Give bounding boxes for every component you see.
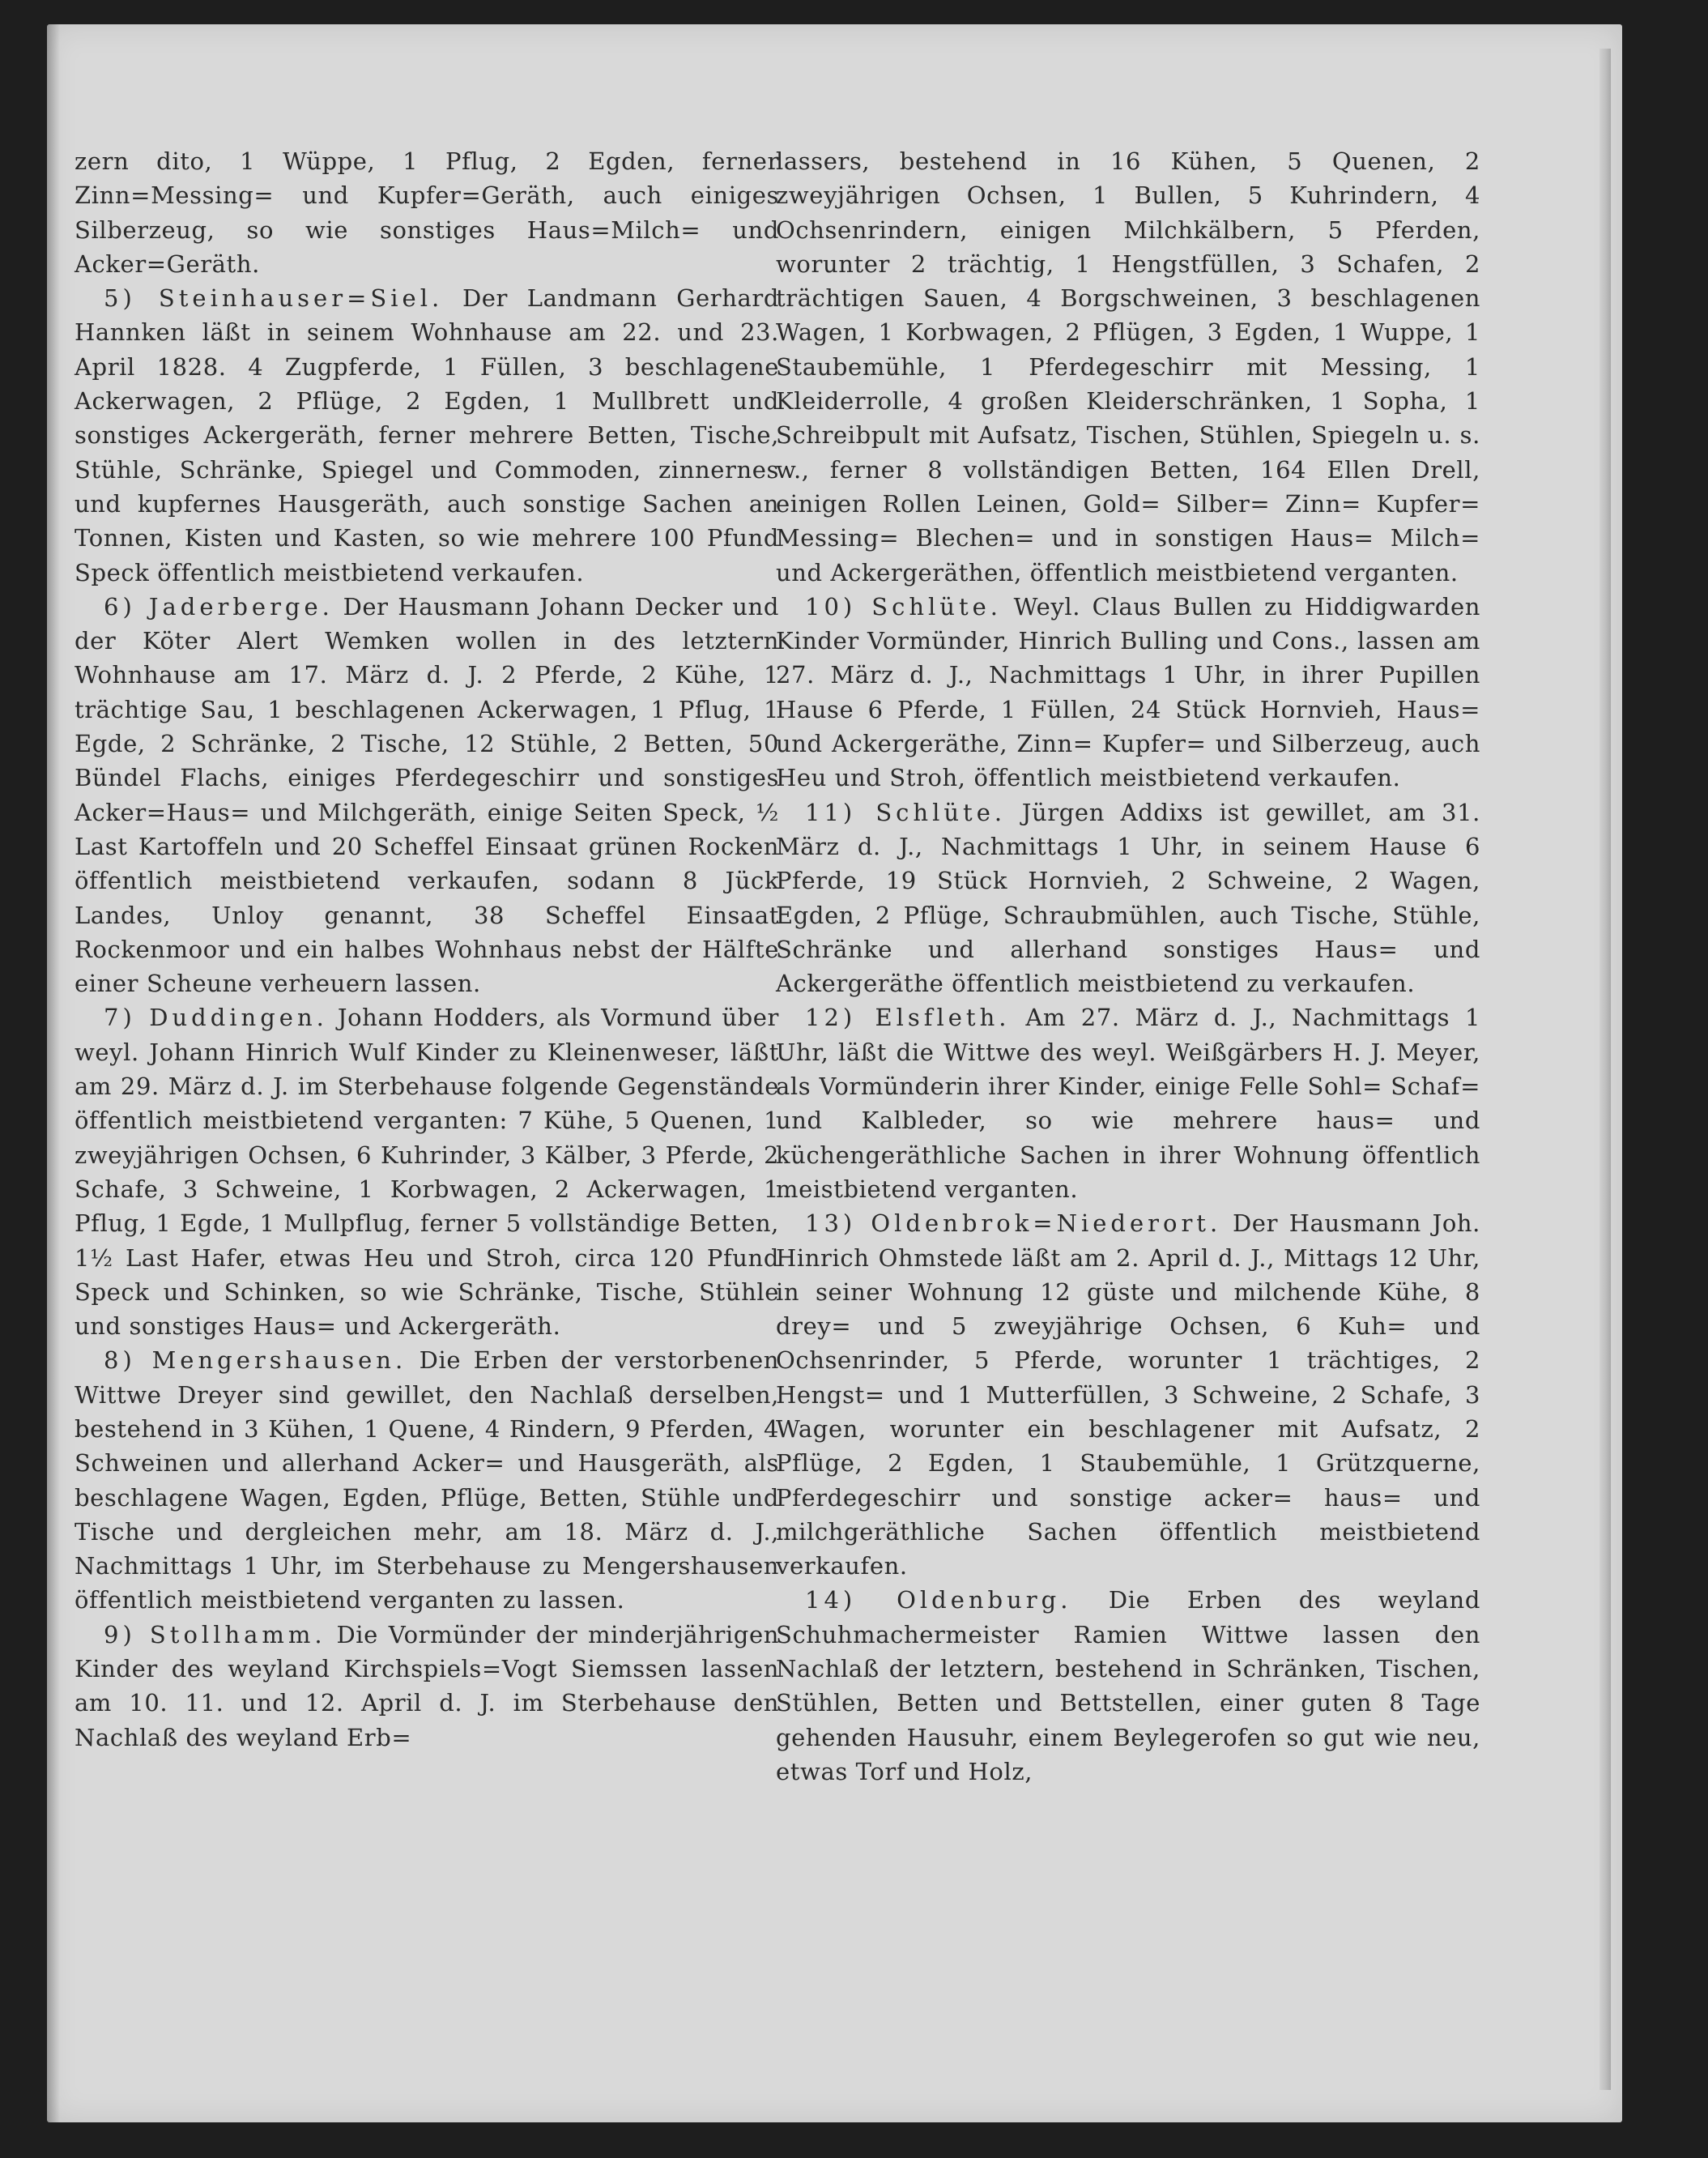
entry-9-heading: 9) Stollhamm. [104,1620,326,1648]
entry-6 [75,590,779,1001]
entry-12-heading: 12) Elsfleth. [805,1004,1011,1032]
page-edge [1599,49,1611,2090]
entry-8-text: Die Erben der verstorbenen Wittwe Dreyer sind gewillet, den Nachlaß derselben, bestehend in 3 Kühen, 1 Quene, 4 Rindern, 9 Pferden, 4 Schweinen und allerhand Acker= und Hausgeräth, als beschlagene Wagen, Egden, Pflüge, Betten, Stühle und Tische und dergleichen mehr, am 18. März d. J., Nachmittags 1 Uhr, im Sterbehause zu Mengershausen öffentlich meistbietend verganten zu lassen. [75,1346,779,1614]
entry-6-text: Der Hausmann Johann Decker und der Köter Alert Wemken wollen in des letztern Wohnhause am 17. März d. J. 2 Pferde, 2 Kühe, 1 trächtige Sau, 1 beschlagenen Ackerwagen, 1 Pflug, 1 Egde, 2 Schränke, 2 Tische, 12 Stühle, 2 Betten, 50 Bündel Flachs, einiges Pferdegeschirr und sonstiges Acker=Haus= und Milchgeräth, einige Seiten Speck, ½ Last Kartoffeln und 20 Scheffel Einsaat grünen Rocken öffentlich meistbietend verkaufen, sodann 8 Jück Landes, Unloy genannt, 38 Scheffel Einsaat Rockenmoor und ein halbes Wohnhaus nebst der Hälfte einer Scheune verheuern lassen. [75,592,779,998]
entry-10 [776,590,1480,795]
entry-9 [75,1618,779,1755]
entry-14-text: Die Erben des weyland Schuhmachermeister Ramien Wittwe lassen den Nachlaß der letztern, bestehend in Schränken, Tischen, Stühlen, Betten und Bettstellen, einer guten 8 Tage gehenden Hausuhr, einem Beylegerofen so gut wie neu, etwas Torf und Holz, [776,1586,1480,1785]
entry-13-text: Der Hausmann Joh. Hinrich Ohmstede läßt am 2. April d. J., Mittags 12 Uhr, in seiner Wohnung 12 güste und milchende Kühe, 8 drey= und 5 zweyjährige Ochsen, 6 Kuh= und Ochsenrinder, 5 Pferde, worunter 1 trächtiges, 2 Hengst= und 1 Mutterfüllen, 3 Schweine, 2 Schafe, 3 Wagen, worunter ein beschlagener mit Aufsatz, 2 Pflüge, 2 Egden, 1 Staubemühle, 1 Grützquerne, Pferdegeschirr und sonstige acker= haus= und milchgeräthliche Sachen öffentlich meistbietend verkaufen. [776,1209,1480,1580]
entry-10-heading: 10) Schlüte. [805,592,1002,621]
entry-7-heading: 7) Duddingen. [104,1004,328,1032]
entry-5 [75,281,779,590]
entry-13 [776,1206,1480,1583]
entry-9-text: Die Vormünder der minderjährigen Kinder des weyland Kirchspiels=Vogt Siemssen lassen am 10. 11. und 12. April d. J. im Sterbehause den Nachlaß des weyland Erb= [75,1620,780,1751]
entry-12-text: Am 27. März d. J., Nachmittags 1 Uhr, läßt die Wittwe des weyl. Weißgärbers H. J. Meyer, als Vormünderin ihrer Kinder, einige Felle Sohl= Schaf= und Kalbleder, so wie mehrere haus= und küchengeräthliche Sachen in ihrer Wohnung öffentlich meistbietend verganten. [776,1004,1481,1203]
entry-14-heading: 14) Oldenburg. [805,1586,1072,1614]
right-column [776,144,1480,1789]
entry-10-text: Weyl. Claus Bullen zu Hiddigwarden Kinder Vormünder, Hinrich Bulling und Cons., lassen am 27. März d. J., Nachmittags 1 Uhr, in ihrer Pupillen Hause 6 Pferde, 1 Füllen, 24 Stück Hornvieh, Haus= und Ackergeräthe, Zinn= Kupfer= und Silberzeug, auch Heu und Stroh, öffentlich meistbietend verkaufen. [776,592,1480,792]
binding-shadow [47,24,60,2122]
entry-5-text: Der Landmann Gerhard Hannken läßt in seinem Wohnhause am 22. und 23. April 1828. 4 Zugpferde, 1 Füllen, 3 beschlagene Ackerwagen, 2 Pflüge, 2 Egden, 1 Mullbrett und sonstiges Ackergeräth, ferner mehrere Betten, Tische, Stühle, Schränke, Spiegel und Commoden, zinnernes und kupfernes Hausgeräth, auch sonstige Sachen an Tonnen, Kisten und Kasten, so wie mehrere 100 Pfund Speck öffentlich meistbietend verkaufen. [75,284,780,586]
right-column-intro: lassers, bestehend in 16 Kühen, 5 Quenen, 2 zweyjährigen Ochsen, 1 Bullen, 5 Kuhrindern, 4 Ochsenrindern, einigen Milchkälbern, 5 Pferden, worunter 2 trächtig, 1 Hengstfüllen, 3 Schafen, 2 trächtigen Sauen, 4 Borgschweinen, 3 beschlagenen Wagen, 1 Korbwagen, 2 Pflügen, 3 Egden, 1 Wuppe, 1 Staubemühle, 1 Pferdegeschirr mit Messing, 1 Kleiderrolle, 4 großen Kleiderschränken, 1 Sopha, 1 Schreibpult mit Aufsatz, Tischen, Stühlen, Spiegeln u. s. w., ferner 8 vollständigen Betten, 164 Ellen Drell, einigen Rollen Leinen, Gold= Silber= Zinn= Kupfer= Messing= Blechen= und in sonstigen Haus= Milch= und Ackergeräthen, öffentlich meistbietend verganten. [776,147,1480,586]
entry-6-heading: 6) Jaderberge. [104,592,334,621]
entry-7 [75,1000,779,1343]
left-column [75,144,779,1755]
entry-11-text: Jürgen Addixs ist gewillet, am 31. März d. J., Nachmittags 1 Uhr, in seinem Hause 6 Pferde, 19 Stück Hornvieh, 2 Schweine, 2 Wagen, Egden, 2 Pflüge, Schraubmühlen, auch Tische, Stühle, Schränke und allerhand sonstiges Haus= und Ackergeräthe öffentlich meistbietend zu verkaufen. [776,798,1480,998]
entry-12 [776,1000,1480,1206]
entry-5-heading: 5) Steinhauser=Siel. [104,284,444,313]
left-column-intro: zern dito, 1 Wüppe, 1 Pflug, 2 Egden, ferner Zinn=Messing= und Kupfer=Geräth, auch einiges Silberzeug, so wie sonstiges Haus=Milch= und Acker=Geräth. [75,147,779,278]
entry-11 [776,795,1480,1001]
entry-13-heading: 13) Oldenbrok=Niederort. [805,1209,1222,1238]
entry-8-heading: 8) Mengershausen. [104,1346,407,1375]
entry-11-heading: 11) Schlüte. [805,798,1007,826]
entry-14 [776,1583,1480,1789]
entry-7-text: Johann Hodders, als Vormund über weyl. Johann Hinrich Wulf Kinder zu Kleinenweser, läßt am 29. März d. J. im Sterbehause folgende Gegenstände öffentlich meistbietend verganten: 7 Kühe, 5 Quenen, 1 zweyjährigen Ochsen, 6 Kuhrinder, 3 Kälber, 3 Pferde, 2 Schafe, 3 Schweine, 1 Korbwagen, 2 Ackerwagen, 1 Pflug, 1 Egde, 1 Mullpflug, ferner 5 vollständige Betten, 1½ Last Hafer, etwas Heu und Stroh, circa 120 Pfund Speck und Schinken, so wie Schränke, Tische, Stühle und sonstiges Haus= und Ackergeräth. [75,1004,779,1341]
entry-8 [75,1343,779,1617]
